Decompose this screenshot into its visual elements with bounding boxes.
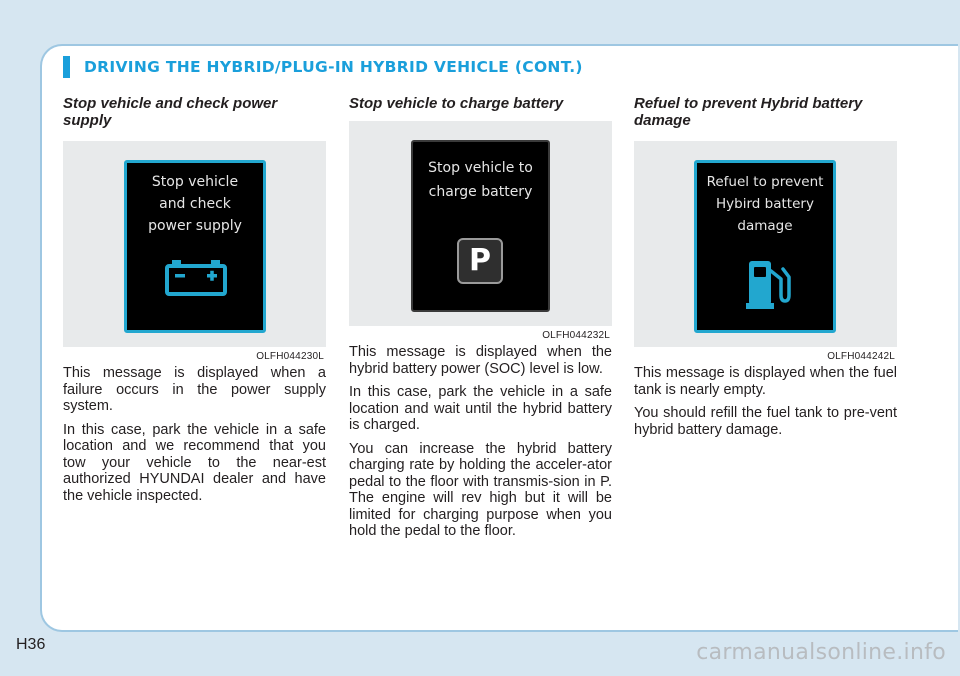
column-refuel xyxy=(634,95,897,445)
page-number: H36 xyxy=(16,636,46,653)
section-title: DRIVING THE HYBRID/PLUG-IN HYBRID VEHICLE (CONT.) xyxy=(84,58,583,76)
figure-code: OLFH044230L xyxy=(256,351,324,362)
column-body xyxy=(634,365,897,438)
cluster-display xyxy=(411,140,550,312)
cluster-display xyxy=(694,160,836,333)
display-message: Stop vehicle and check power supply xyxy=(148,174,242,234)
figure-power-supply xyxy=(63,141,326,362)
section-header xyxy=(63,56,583,78)
body-paragraph: In this case, park the vehicle in a safe location and wait until the hybrid battery is charged. xyxy=(349,384,612,433)
column-charge-battery xyxy=(349,95,612,547)
figure-charge-battery xyxy=(349,121,612,341)
figure-code: OLFH044232L xyxy=(542,330,610,341)
park-p-icon xyxy=(457,238,503,284)
display-message: Refuel to prevent Hybird battery damage xyxy=(706,174,824,234)
figure-code: OLFH044242L xyxy=(827,351,895,362)
body-paragraph: This message is displayed when the fuel tank is nearly empty. xyxy=(634,365,897,398)
fuel-pump-icon xyxy=(745,259,795,311)
column-body xyxy=(349,344,612,540)
column-body xyxy=(63,365,326,504)
figure-refuel xyxy=(634,141,897,362)
battery-icon xyxy=(164,257,228,297)
body-paragraph: This message is displayed when the hybrid battery power (SOC) level is low. xyxy=(349,344,612,377)
cluster-display xyxy=(124,160,266,333)
body-paragraph: You should refill the fuel tank to pre-vent hybrid battery damage. xyxy=(634,405,897,438)
title-accent-bar xyxy=(63,56,70,78)
park-p-glyph: P xyxy=(469,243,491,278)
column-heading: Stop vehicle to charge battery xyxy=(349,95,564,112)
body-paragraph: This message is displayed when a failure occurs in the power supply system. xyxy=(63,365,326,414)
column-heading: Refuel to prevent Hybrid battery damage xyxy=(634,95,863,129)
column-power-supply xyxy=(63,95,326,511)
display-message: Stop vehicle to charge battery xyxy=(428,160,533,200)
body-paragraph: You can increase the hybrid battery charging rate by holding the acceler-ator pedal to the floor with transmis-sion in P. The engine will rev high but it will be limited for charging purpose when you hold the pedal to the floor. xyxy=(349,440,612,539)
watermark: carmanualsonline.info xyxy=(696,640,946,665)
body-paragraph: In this case, park the vehicle in a safe location and we recommend that you tow your vehicle to the near-est authorized HYUNDAI dealer and have the vehicle inspected. xyxy=(63,421,326,504)
column-heading: Stop vehicle and check power supply xyxy=(63,95,278,129)
